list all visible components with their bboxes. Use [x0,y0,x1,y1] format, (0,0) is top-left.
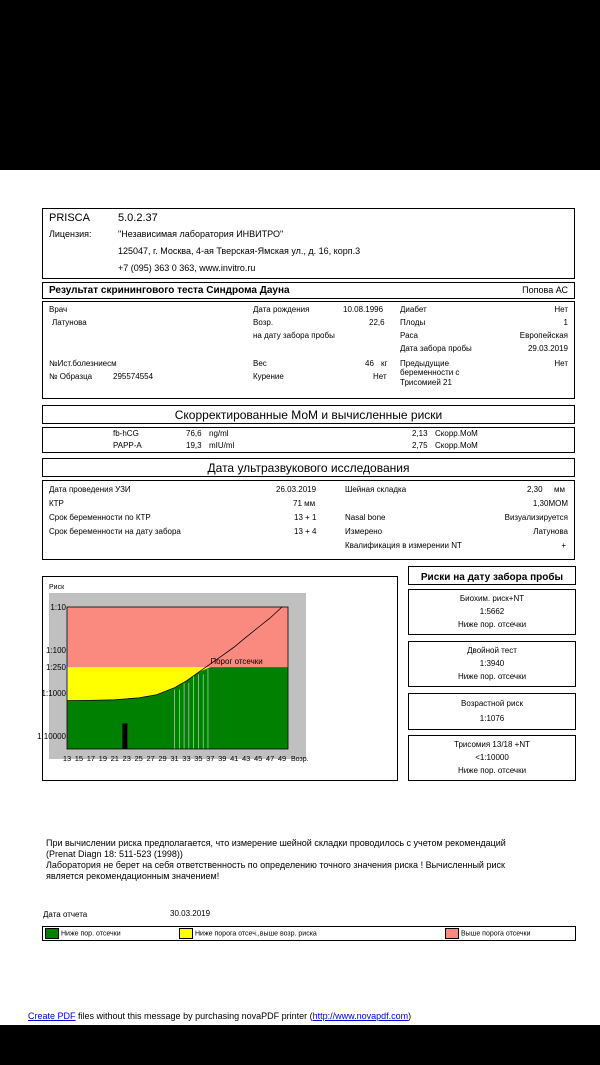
patient-marker [122,723,127,749]
patient-name: Попова АС [522,285,568,295]
app-version: 5.0.2.37 [118,212,158,224]
x-tick-label: 27 [146,754,155,763]
us-title-box [42,458,575,477]
risk-chart-box [37,576,398,781]
legend-above-label: Выше порога отсечки [461,930,531,938]
fetus-value: 1 [563,318,568,327]
footer-text: files without this message by purchasing novaPDF printer ( [75,1011,313,1021]
mom-corr: Скорр.МоМ [435,441,478,450]
x-tick-label: 33 [182,754,191,763]
fetus-label: Плоды [400,318,426,327]
measured-label: Измерено [345,527,383,536]
prev-label-1: Предыдущие [400,359,450,368]
risk-value: 1:1076 [479,714,505,723]
note-line: (Prenat Diagn 18: 511-523 (1998)) [46,849,183,859]
y-tick-label: 1:10 [50,603,66,612]
note-line: Лаборатория не берет на себя ответственность по определению точного значения риска ! Вычисленный риск [46,860,505,870]
license-label: Лицензия: [49,229,92,239]
x-tick-label: 19 [98,754,108,763]
x-tick-label: 47 [265,754,275,763]
mom-name: fb-hCG [113,429,139,438]
age-sub: на дату забора пробы [253,331,335,340]
y-tick-label: 1:1000 [41,689,66,699]
risk-card [408,735,576,781]
race-value: Европейская [519,331,568,340]
risk-note: Ниже пор. отсечки [457,672,527,681]
sample-number: 295574554 [113,372,154,381]
nasal-value: Визуализируется [504,513,568,522]
qual-value: + [561,541,566,550]
risk-card [408,641,576,687]
mom-unit: ng/ml [209,429,229,438]
ga-ktr-label: Срок беременности по КТР [49,513,151,522]
pdf-footer [28,1011,411,1021]
report-date: 30.03.2019 [170,909,211,918]
threshold-label: Порог отсечки [210,657,263,667]
yellow-swatch [179,928,193,939]
footer-end: ) [408,1011,412,1021]
x-axis-label: Возр. [291,756,309,763]
risks-title-box [408,566,576,585]
sample-date-value: 29.03.2019 [527,344,568,353]
qual-label: Квалификация в измерении NT [345,541,462,550]
history-label: №Ист.болезниесм [49,359,117,368]
mom-box [42,427,575,453]
weight-unit: кг [381,359,388,368]
diabetes-label: Диабет [400,305,427,314]
patient-info-box [42,301,575,399]
x-tick-label: 15 [74,754,84,763]
smoking-label: Курение [253,372,284,381]
green-swatch [45,928,59,939]
y-axis-label: Риск [49,584,65,591]
risk-name: Биохим. риск+NT [459,594,525,603]
mom-value: 19,3 [186,441,202,450]
legend-below-label: Ниже пор. отсечки [61,930,121,938]
x-tick-label: 17 [86,754,96,763]
novapdf-link[interactable]: http://www.novapdf.com [312,1011,409,1021]
risk-chart [37,577,397,780]
license-name: "Независимая лаборатория ИНВИТРО" [118,229,284,239]
nt-unit: мм [554,485,565,494]
smoking-value: Нет [373,372,387,381]
weight-label: Вес [253,359,267,368]
x-tick-label: 23 [122,754,131,763]
x-tick-label: 39 [218,754,227,763]
us-date-value: 26.03.2019 [276,485,317,494]
us-box [42,480,575,560]
risk-name: Двойной тест [467,646,517,655]
nt-label: Шейная складка [345,485,407,494]
risk-value: 1:3940 [479,659,505,668]
note-line: является рекомендационным значением! [46,871,220,881]
lab-phone: +7 (095) 363 0 363, www.invitro.ru [118,263,256,273]
risks-title: Риски на дату забора пробы [420,572,564,583]
result-title: Результат скринингового теста Синдрома Дауна [49,285,290,296]
legend-below [45,928,121,939]
create-pdf-link[interactable]: Create PDF [28,1011,76,1021]
x-tick-label: 45 [253,754,263,763]
x-tick-label: 41 [230,754,239,763]
report-page [0,170,600,1025]
nasal-label: Nasal bone [345,513,386,522]
dob-value: 10.08.1996 [343,305,384,314]
notes [46,838,506,882]
mom-title: Скорректированные МоМ и вычисленные риски [174,408,443,422]
mom-mom: 2,13 [412,429,428,438]
y-tick-label: 1:100 [45,646,66,656]
result-title-box [42,282,575,299]
x-tick-label: 43 [242,754,251,763]
mom-name: PAPP-A [113,441,142,450]
ktr-label: КТР [49,499,64,508]
legend-above [445,928,531,939]
mom-unit: mIU/ml [209,441,235,450]
risk-note: Ниже пор. отсечки [457,766,527,775]
ktr-value: 71 мм [293,499,316,508]
prev-label-2: беременности с [400,368,460,377]
us-title: Дата ультразвукового исследования [207,461,410,475]
measured-value: Латунова [533,527,568,536]
x-tick-label: 21 [110,754,119,763]
nt-mom: 1,30МОМ [532,499,568,508]
lab-address: 125047, г. Москва, 4-ая Тверская-Ямская ул., д. 16, корп.3 [118,246,361,256]
age-label: Возр. [253,318,274,327]
dob-label: Дата рождения [253,305,310,314]
risk-name: Возрастной риск [461,699,523,708]
x-tick-label: 37 [206,754,215,763]
risk-name: Трисомия 13/18 +NT [454,740,530,749]
mom-title-box [42,405,575,424]
x-tick-label: 13 [62,754,72,763]
age-value: 22,6 [369,318,385,327]
nt-value: 2,30 [527,485,543,494]
risk-value: 1:5662 [479,607,505,616]
x-tick-label: 49 [277,754,287,763]
weight-value: 46 [365,359,374,368]
note-line: При вычислении риска предполагается, что измерение шейной складки проводилось с учетом рекомендаций [46,838,506,848]
legend-box [42,926,576,941]
ga-ktr-value: 13 + 1 [294,513,317,522]
risk-card [408,693,576,730]
risk-value: <1:10000 [475,753,509,762]
mom-corr: Скорр.МоМ [435,429,478,438]
ga-sample-value: 13 + 4 [294,527,317,536]
ga-sample-label: Срок беременности на дату забора [49,527,181,536]
sample-date-label: Дата забора пробы [400,344,472,353]
y-tick-label: 1:10000 [37,732,66,742]
prev-value: Нет [554,359,568,368]
doctor-value: Латунова [52,318,87,327]
app-name: PRISCA [49,212,90,224]
sample-label: № Образца [49,372,93,381]
x-tick-label: 25 [134,754,143,763]
pink-swatch [445,928,459,939]
y-tick-label: 1:250 [45,663,66,673]
risk-note: Ниже пор. отсечки [457,620,527,629]
mom-mom: 2,75 [412,441,428,450]
report-date-label: Дата отчета [43,910,88,919]
prev-label-3: Трисомией 21 [400,378,452,387]
legend-mid-label: Ниже порога отсеч.,выше возр. риска [195,930,317,938]
diabetes-value: Нет [554,305,568,314]
doctor-label: Врач [49,305,68,314]
us-date-label: Дата проведения УЗИ [49,485,131,494]
race-label: Раса [400,331,418,340]
header-box [42,208,575,279]
mom-value: 76,6 [186,429,202,438]
x-tick-label: 35 [194,754,203,763]
x-tick-label: 29 [158,754,167,763]
risk-card [408,589,576,635]
x-tick-label: 31 [170,754,179,763]
legend-mid [179,928,317,939]
